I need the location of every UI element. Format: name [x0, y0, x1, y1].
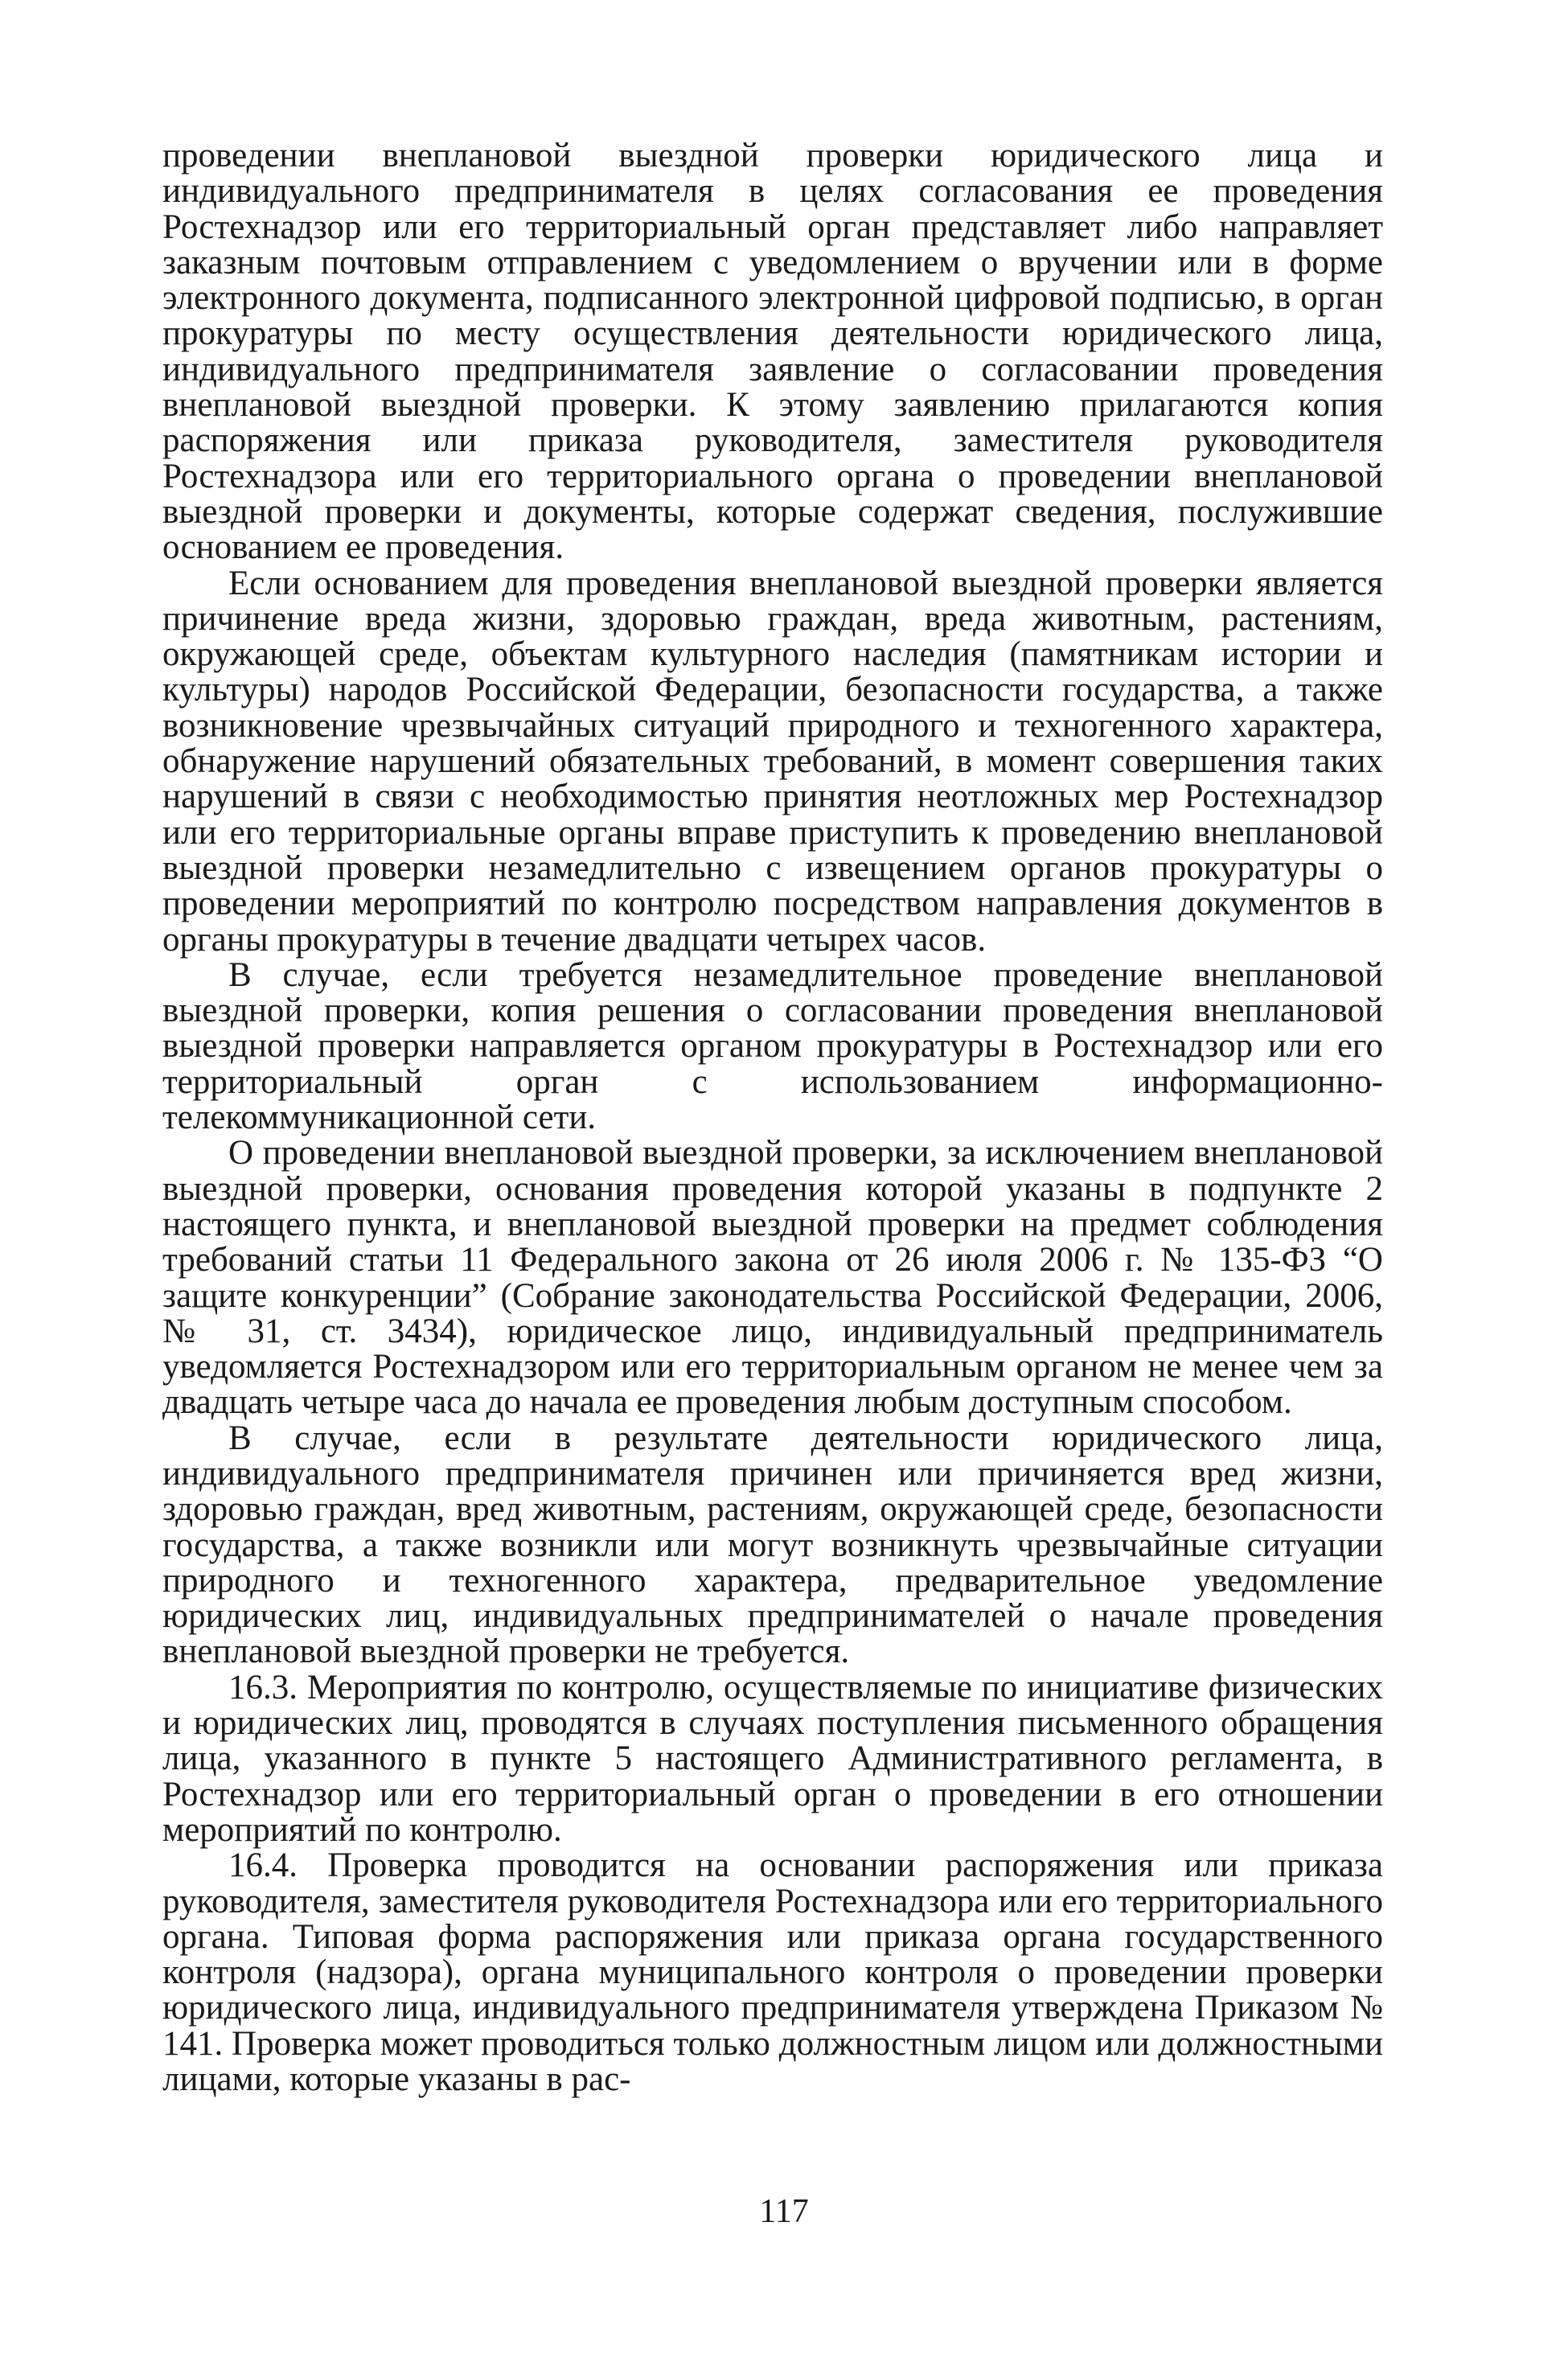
document-body: [162, 138, 1383, 2097]
paragraph-16-4: 16.4. Проверка проводится на основании распоряжения или приказа руководителя, заместителя руководителя Ростехнадзора или его территориального органа. Типовая форма распоряжения или приказа органа государственного контроля (надзора), органа муниципального контроля о проведении проверки юридического лица, индивидуального предпринимателя утверждена Приказом № 141. Проверка может проводиться только должностным лицом или должностными лицами, которые указаны в рас-: [162, 1846, 1383, 2099]
paragraph-no-notice: В случае, если в результате деятельности юридического лица, индивидуального предпринимателя причинен или причиняется вред жизни, здоровью граждан, вред животным, растениям, окружающей среде, безопасности государства, а также возникли или могут возникнуть чрезвычайные ситуации природного и техногенного характера, предварительное уведомление юридических лиц, индивидуальных предпринимателей о начале проведения внеплановой выездной проверки не требуется.: [162, 1419, 1383, 1671]
page-number: 117: [759, 2193, 809, 2230]
paragraph-notification: О проведении внеплановой выездной проверки, за исключением внеплановой выездной проверки, основания проведения которой указаны в подпункте 2 настоящего пункта, и внеплановой выездной проверки на предмет соблюдения требований статьи 11 Федерального закона от 26 июля 2006 г. № 135-ФЗ “О защите конкуренции” (Собрание законодательства Российской Федерации, 2006, № 31, ст. 3434), юридическое лицо, индивидуальный предприниматель уведомляется Ростехнадзором или его территориальным органом не менее чем за двадцать четыре часа до начала ее проведения любым доступным способом.: [162, 1134, 1383, 1422]
paragraph-continuation: проведении внеплановой выездной проверки юридического лица и индивидуального предпринимателя в целях согласования ее проведения Ростехнадзор или его территориальный орган представляет либо направляет заказным почтовым отправлением с уведомлением о вручении или в форме электронного документа, подписанного электронной цифровой подписью, в орган прокуратуры по месту осуществления деятельности юридического лица, индивидуального предпринимателя заявление о согласовании проведения внеплановой выездной проверки. К этому заявлению прилагаются копия распоряжения или приказа руководителя, заместителя руководителя Ростехнадзора или его территориального органа о проведении внеплановой выездной проверки и документы, которые содержат сведения, послужившие основанием ее проведения.: [162, 137, 1383, 567]
paragraph-urgent-approval: В случае, если требуется незамедлительное проведение внеплановой выездной проверки, копия решения о согласовании проведения внеплановой выездной проверки направляется органом прокуратуры в Ростехнадзор или его территориальный орган с использованием информационно-телекоммуникационной сети.: [162, 955, 1383, 1137]
paragraph-16-3: 16.3. Мероприятия по контролю, осуществляемые по инициативе физических и юридических лиц, проводятся в случаях поступления письменного обращения лица, указанного в пункте 5 настоящего Административного регламента, в Ростехнадзор или его территориальный орган о проведении в его отношении мероприятий по контролю.: [162, 1668, 1383, 1849]
paragraph-emergency-grounds: Если основанием для проведения внеплановой выездной проверки является причинение вреда жизни, здоровью граждан, вреда животным, растениям, окружающей среде, объектам культурного наследия (памятникам истории и культуры) народов Российской Федерации, безопасности государства, а также возникновение чрезвычайных ситуаций природного и техногенного характера, обнаружение нарушений обязательных требований, в момент совершения таких нарушений в связи с необходимостью принятия неотложных мер Ростехнадзор или его территориальные органы вправе приступить к проведению внеплановой выездной проверки незамедлительно с извещением органов прокуратуры о проведении мероприятий по контролю посредством направления документов в органы прокуратуры в течение двадцати четырех часов.: [162, 564, 1383, 959]
